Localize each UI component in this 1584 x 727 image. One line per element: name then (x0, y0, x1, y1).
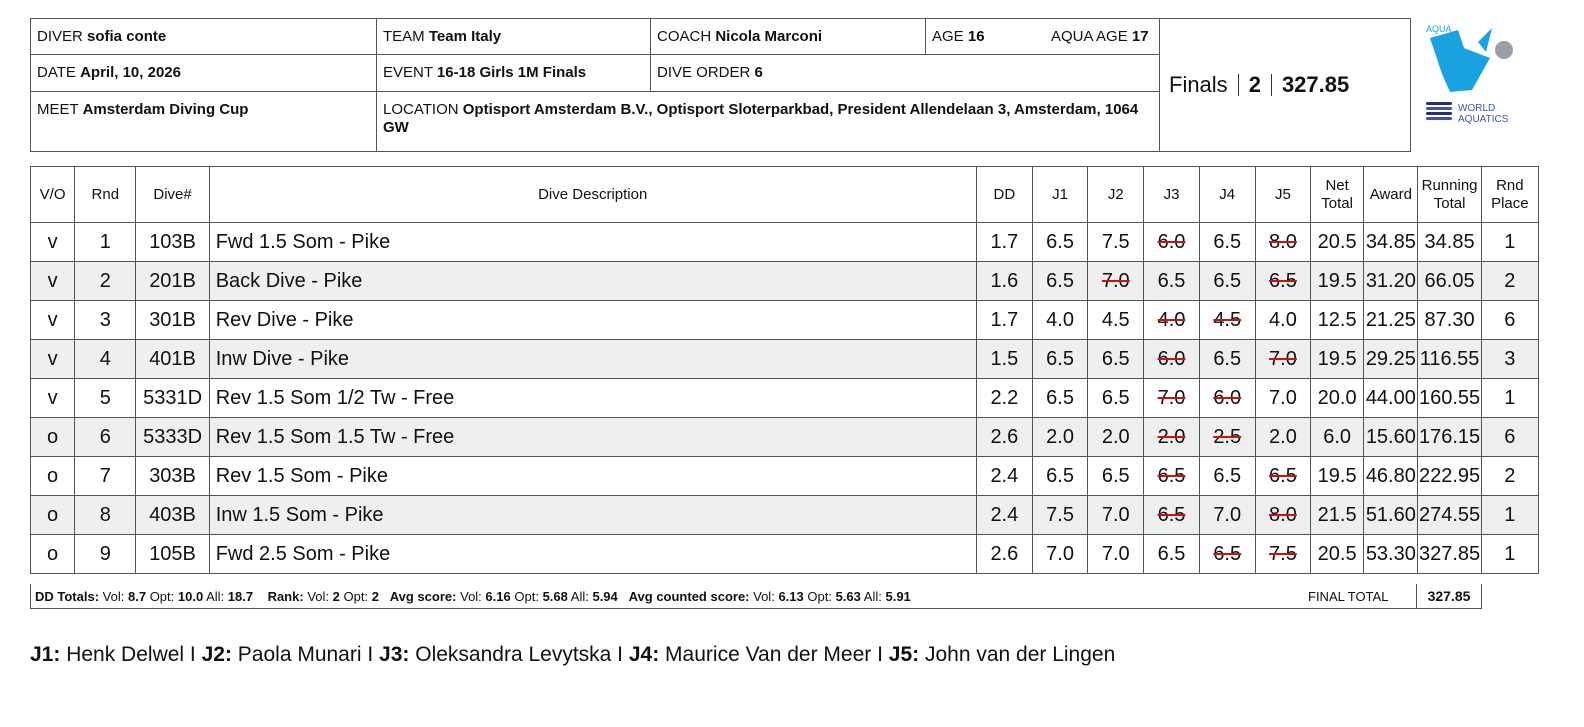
award-cell: 46.80 (1364, 457, 1418, 496)
dd-cell: 2.4 (976, 496, 1032, 535)
judge-code: J4: (628, 643, 660, 666)
diver-cell (31, 19, 377, 55)
dive-number-cell: 403B (136, 496, 209, 535)
judge-3-score-cell (1144, 418, 1199, 457)
award-cell: 34.85 (1364, 223, 1418, 262)
counted-score: 2.0 (1046, 425, 1074, 448)
judge-1-score-cell (1032, 223, 1087, 262)
location-value: Optisport Amsterdam B.V., Optisport Sloterparkbad, President Allendelaan 3, Amsterdam, 1064 GW (383, 101, 1139, 136)
logo-wave-line (1426, 112, 1452, 115)
judge-5-score-cell (1255, 418, 1310, 457)
judge-5-score-cell (1255, 223, 1310, 262)
logo-wave-line (1426, 102, 1452, 105)
finals-label: Finals (1169, 72, 1228, 97)
counted-score: 2.0 (1101, 425, 1130, 448)
coach-label: COACH (657, 28, 712, 45)
vo-cell: o (31, 457, 75, 496)
judges-list (30, 643, 1115, 667)
column-header-net-total: Net Total (1311, 167, 1364, 223)
judge-name: Paola Munari (231, 643, 362, 666)
counted-score: 6.5 (1101, 386, 1130, 409)
team-label: TEAM (383, 28, 425, 45)
award-cell: 29.25 (1364, 340, 1418, 379)
judge-separator: I (184, 643, 202, 666)
column-header-j5: J5 (1255, 167, 1310, 223)
dd-vol-label: Vol: (102, 588, 125, 604)
judge-2-score-cell (1088, 535, 1144, 574)
column-header-v-o: V/O (31, 167, 75, 223)
aqua-age-value: 17 (1131, 28, 1149, 45)
dropped-score: 6.0 (1157, 347, 1186, 370)
round-cell: 9 (75, 535, 136, 574)
column-header-j3: J3 (1144, 167, 1199, 223)
judge-name: John van der Lingen (919, 643, 1116, 666)
judge-2-score-cell (1088, 340, 1144, 379)
counted-score: 6.5 (1046, 269, 1074, 292)
running-total-cell: 66.05 (1418, 262, 1481, 301)
results-body (31, 223, 1539, 574)
meet-cell (31, 92, 377, 152)
avg-opt-value: 5.68 (542, 588, 568, 604)
counted-score: 7.0 (1213, 503, 1242, 526)
dive-number-cell: 401B (136, 340, 209, 379)
rank-opt-label: Opt: (343, 588, 369, 604)
round-place-cell: 2 (1481, 457, 1538, 496)
date-cell (31, 55, 377, 92)
judge-1-score-cell (1032, 340, 1087, 379)
counted-score: 2.0 (1269, 425, 1297, 448)
rank-vol-label: Vol: (307, 588, 329, 604)
dd-cell: 1.6 (976, 262, 1032, 301)
judge-3-score-cell (1144, 223, 1199, 262)
rank-vol-value: 2 (332, 588, 340, 604)
dive-order-label: DIVE ORDER (657, 64, 751, 81)
counted-score: 6.5 (1046, 230, 1074, 253)
counted-score: 6.5 (1046, 386, 1074, 409)
judge-2-score-cell (1088, 379, 1144, 418)
dive-number-cell: 105B (136, 535, 209, 574)
dive-number-cell: 103B (136, 223, 209, 262)
running-total-cell: 116.55 (1418, 340, 1481, 379)
diver-label: DIVER (37, 28, 83, 45)
avgc-all-value: 5.91 (885, 588, 911, 604)
diver-info-block (30, 18, 1160, 152)
dive-description-cell: Rev 1.5 Som 1/2 Tw - Free (209, 379, 976, 418)
running-total-cell: 176.15 (1418, 418, 1481, 457)
counted-score: 6.5 (1213, 347, 1242, 370)
net-total-cell: 20.5 (1311, 223, 1364, 262)
judge-2-score-cell (1088, 223, 1144, 262)
judge-2-score-cell (1088, 496, 1144, 535)
judge-3-score-cell (1144, 301, 1199, 340)
running-total-cell: 222.95 (1418, 457, 1481, 496)
judge-name: Maurice Van der Meer (659, 643, 872, 666)
round-cell: 8 (75, 496, 136, 535)
dive-description-cell: Rev 1.5 Som - Pike (209, 457, 976, 496)
column-header-award: Award (1364, 167, 1418, 223)
running-total-cell: 34.85 (1418, 223, 1481, 262)
logo-wave-line (1426, 117, 1452, 120)
judge-code: J2: (201, 643, 232, 666)
finals-divider (1238, 74, 1239, 96)
dive-number-cell: 303B (136, 457, 209, 496)
net-total-cell: 20.0 (1311, 379, 1364, 418)
team-cell (377, 19, 651, 55)
diver-name: sofia conte (87, 28, 167, 45)
judge-2-score-cell (1088, 262, 1144, 301)
round-place-cell: 1 (1481, 379, 1538, 418)
counted-score: 6.5 (1157, 542, 1186, 565)
final-total-label: FINAL TOTAL (1308, 588, 1389, 604)
totals-row (30, 584, 1482, 609)
dropped-score: 4.5 (1213, 308, 1242, 331)
counted-score: 6.5 (1157, 269, 1186, 292)
vo-cell: v (31, 262, 75, 301)
column-header-j2: J2 (1088, 167, 1144, 223)
avgc-opt-value: 5.63 (835, 588, 861, 604)
team-name: Team Italy (428, 28, 502, 45)
dive-description-cell: Fwd 1.5 Som - Pike (209, 223, 976, 262)
round-cell: 6 (75, 418, 136, 457)
counted-score: 6.5 (1213, 464, 1242, 487)
event-label: EVENT (383, 64, 433, 81)
dropped-score: 6.0 (1157, 230, 1186, 253)
dropped-score: 6.5 (1157, 503, 1186, 526)
judge-4-score-cell (1199, 379, 1255, 418)
column-header-dive-description: Dive Description (209, 167, 976, 223)
judge-2-score-cell (1088, 301, 1144, 340)
net-total-cell: 19.5 (1311, 340, 1364, 379)
age-label: AGE (932, 28, 964, 45)
judge-separator: I (611, 643, 629, 666)
dive-description-cell: Inw Dive - Pike (209, 340, 976, 379)
totals-summary (31, 589, 1308, 604)
dropped-score: 8.0 (1269, 230, 1297, 253)
counted-score: 4.5 (1101, 308, 1130, 331)
net-total-cell: 19.5 (1311, 457, 1364, 496)
avgc-vol-label: Vol: (753, 588, 775, 604)
column-header-dive-: Dive# (136, 167, 209, 223)
aqua-age-label: AQUA AGE (1051, 28, 1128, 45)
coach-name: Nicola Marconi (715, 28, 823, 45)
dd-cell: 1.5 (976, 340, 1032, 379)
dropped-score: 7.0 (1269, 347, 1297, 370)
net-total-cell: 21.5 (1311, 496, 1364, 535)
counted-score: 7.5 (1046, 503, 1074, 526)
counted-score: 7.0 (1269, 386, 1297, 409)
judge-5-score-cell (1255, 379, 1310, 418)
dropped-score: 6.5 (1213, 542, 1242, 565)
avg-opt-label: Opt: (514, 588, 539, 604)
dive-order-value: 6 (754, 64, 763, 81)
logo-head-shape (1495, 41, 1513, 59)
dd-cell: 1.7 (976, 223, 1032, 262)
counted-score: 6.5 (1046, 464, 1074, 487)
counted-score: 4.0 (1046, 308, 1074, 331)
judge-4-score-cell (1199, 535, 1255, 574)
judge-5-score-cell (1255, 496, 1310, 535)
dive-description-cell: Rev 1.5 Som 1.5 Tw - Free (209, 418, 976, 457)
judge-3-score-cell (1144, 379, 1199, 418)
judge-3-score-cell (1144, 535, 1199, 574)
dd-all-value: 18.7 (227, 588, 254, 604)
column-header-running-total: Running Total (1418, 167, 1481, 223)
round-place-cell: 6 (1481, 301, 1538, 340)
location-label: LOCATION (383, 101, 459, 118)
dive-description-cell: Fwd 2.5 Som - Pike (209, 535, 976, 574)
counted-score: 7.0 (1101, 503, 1130, 526)
dd-cell: 2.6 (976, 535, 1032, 574)
table-row (31, 418, 1539, 457)
table-row (31, 340, 1539, 379)
logo-wave-line (1426, 107, 1452, 110)
logo-arm-shape (1478, 28, 1492, 52)
running-total-cell: 327.85 (1418, 535, 1481, 574)
round-place-cell: 1 (1481, 223, 1538, 262)
judge-4-score-cell (1199, 340, 1255, 379)
column-header-dd: DD (976, 167, 1032, 223)
logo-text-world: WORLD (1458, 103, 1496, 114)
judge-5-score-cell (1255, 262, 1310, 301)
results-table (30, 166, 1539, 574)
dd-cell: 2.4 (976, 457, 1032, 496)
avgc-opt-label: Opt: (807, 588, 832, 604)
table-row (31, 379, 1539, 418)
award-cell: 21.25 (1364, 301, 1418, 340)
counted-score: 6.5 (1101, 347, 1130, 370)
vo-cell: o (31, 418, 75, 457)
judge-4-score-cell (1199, 301, 1255, 340)
counted-score: 6.5 (1046, 347, 1074, 370)
column-header-j1: J1 (1032, 167, 1087, 223)
judge-4-score-cell (1199, 223, 1255, 262)
dropped-score: 2.0 (1157, 425, 1186, 448)
location-cell (377, 92, 1160, 152)
table-row (31, 262, 1539, 301)
dd-opt-value: 10.0 (177, 588, 204, 604)
award-cell: 44.00 (1364, 379, 1418, 418)
judge-1-score-cell (1032, 379, 1087, 418)
dropped-score: 4.0 (1157, 308, 1186, 331)
vo-cell: o (31, 496, 75, 535)
event-value: 16-18 Girls 1M Finals (436, 64, 587, 81)
net-total-cell: 12.5 (1311, 301, 1364, 340)
round-cell: 4 (75, 340, 136, 379)
avgc-vol-value: 6.13 (778, 588, 804, 604)
round-cell: 1 (75, 223, 136, 262)
net-total-cell: 6.0 (1311, 418, 1364, 457)
event-cell (377, 55, 651, 92)
net-total-cell: 19.5 (1311, 262, 1364, 301)
dropped-score: 6.5 (1269, 464, 1297, 487)
vo-cell: v (31, 379, 75, 418)
vo-cell: v (31, 223, 75, 262)
vo-cell: o (31, 535, 75, 574)
judge-5-score-cell (1255, 340, 1310, 379)
avg-vol-value: 6.16 (485, 588, 511, 604)
dropped-score: 7.5 (1269, 542, 1297, 565)
dd-cell: 2.2 (976, 379, 1032, 418)
dd-cell: 2.6 (976, 418, 1032, 457)
counted-score: 6.5 (1213, 230, 1242, 253)
column-header-rnd-place: Rnd Place (1481, 167, 1538, 223)
finals-score: 327.85 (1281, 72, 1350, 97)
dropped-score: 7.0 (1157, 386, 1186, 409)
running-total-cell: 87.30 (1418, 301, 1481, 340)
judge-2-score-cell (1088, 418, 1144, 457)
counted-score: 6.5 (1101, 464, 1130, 487)
judge-2-score-cell (1088, 457, 1144, 496)
dropped-score: 2.5 (1213, 425, 1242, 448)
column-header-rnd: Rnd (75, 167, 136, 223)
avg-all-value: 5.94 (592, 588, 618, 604)
dd-totals-label: DD Totals: (35, 588, 100, 604)
round-place-cell: 1 (1481, 535, 1538, 574)
net-total-cell: 20.5 (1311, 535, 1364, 574)
dd-all-label: All: (206, 588, 225, 604)
running-total-cell: 274.55 (1418, 496, 1481, 535)
avg-vol-label: Vol: (460, 588, 482, 604)
meet-label: MEET (37, 101, 79, 118)
judge-1-score-cell (1032, 535, 1087, 574)
dive-number-cell: 201B (136, 262, 209, 301)
judge-1-score-cell (1032, 496, 1087, 535)
final-total-value: 327.85 (1416, 584, 1481, 609)
judge-3-score-cell (1144, 457, 1199, 496)
dive-number-cell: 5333D (136, 418, 209, 457)
table-row (31, 457, 1539, 496)
round-place-cell: 3 (1481, 340, 1538, 379)
dive-description-cell: Inw 1.5 Som - Pike (209, 496, 976, 535)
counted-score: 7.5 (1101, 230, 1130, 253)
judge-4-score-cell (1199, 262, 1255, 301)
rank-label: Rank: (267, 588, 304, 604)
avg-counted-label: Avg counted score: (628, 588, 750, 604)
judge-5-score-cell (1255, 535, 1310, 574)
dive-number-cell: 301B (136, 301, 209, 340)
dd-vol-value: 8.7 (127, 588, 147, 604)
age-value: 16 (967, 28, 985, 45)
judge-3-score-cell (1144, 496, 1199, 535)
judge-3-score-cell (1144, 262, 1199, 301)
avg-score-label: Avg score: (389, 588, 457, 604)
vo-cell: v (31, 301, 75, 340)
round-cell: 7 (75, 457, 136, 496)
judge-4-score-cell (1199, 418, 1255, 457)
dive-description-cell: Rev Dive - Pike (209, 301, 976, 340)
judge-separator: I (871, 643, 889, 666)
judge-1-score-cell (1032, 262, 1087, 301)
dive-description-cell: Back Dive - Pike (209, 262, 976, 301)
dd-cell: 1.7 (976, 301, 1032, 340)
round-cell: 2 (75, 262, 136, 301)
judge-1-score-cell (1032, 418, 1087, 457)
judge-name: Henk Delwel (60, 643, 185, 666)
rank-opt-value: 2 (371, 588, 379, 604)
finals-summary (1159, 18, 1411, 152)
dive-order-cell (651, 55, 1160, 92)
column-header-j4: J4 (1199, 167, 1255, 223)
table-row (31, 535, 1539, 574)
dive-number-cell: 5331D (136, 379, 209, 418)
logo-text-aquatics: AQUATICS (1458, 114, 1509, 125)
round-place-cell: 1 (1481, 496, 1538, 535)
judge-code: J1: (30, 643, 61, 666)
round-place-cell: 6 (1481, 418, 1538, 457)
judge-5-score-cell (1255, 301, 1310, 340)
judge-4-score-cell (1199, 457, 1255, 496)
award-cell: 53.30 (1364, 535, 1418, 574)
counted-score: 6.5 (1213, 269, 1242, 292)
world-aquatics-logo-icon (1420, 18, 1540, 128)
counted-score: 7.0 (1046, 542, 1074, 565)
vo-cell: v (31, 340, 75, 379)
finals-place: 2 (1248, 72, 1261, 97)
judge-3-score-cell (1144, 340, 1199, 379)
dropped-score: 6.5 (1269, 269, 1297, 292)
judge-code: J3: (379, 643, 410, 666)
round-cell: 5 (75, 379, 136, 418)
judge-1-score-cell (1032, 457, 1087, 496)
judge-1-score-cell (1032, 301, 1087, 340)
date-value: April, 10, 2026 (80, 64, 181, 81)
dropped-score: 6.5 (1157, 464, 1186, 487)
table-row (31, 496, 1539, 535)
dropped-score: 7.0 (1101, 269, 1130, 292)
coach-cell (651, 19, 926, 55)
judge-code: J5: (888, 643, 920, 666)
age-cell (926, 19, 1160, 55)
counted-score: 7.0 (1101, 542, 1130, 565)
running-total-cell: 160.55 (1418, 379, 1481, 418)
meet-value: Amsterdam Diving Cup (82, 101, 249, 118)
avg-all-label: All: (570, 588, 589, 604)
round-cell: 3 (75, 301, 136, 340)
award-cell: 51.60 (1364, 496, 1418, 535)
dropped-score: 8.0 (1269, 503, 1297, 526)
award-cell: 31.20 (1364, 262, 1418, 301)
table-row (31, 223, 1539, 262)
avgc-all-label: All: (863, 588, 882, 604)
counted-score: 4.0 (1269, 308, 1297, 331)
round-place-cell: 2 (1481, 262, 1538, 301)
logo-top-text: AQUA (1426, 24, 1452, 34)
finals-divider (1271, 74, 1272, 96)
judge-5-score-cell (1255, 457, 1310, 496)
judge-name: Oleksandra Levytska (409, 643, 612, 666)
table-row (31, 301, 1539, 340)
table-header-row (31, 167, 1539, 223)
judge-4-score-cell (1199, 496, 1255, 535)
judge-separator: I (361, 643, 380, 666)
dropped-score: 6.0 (1213, 386, 1242, 409)
award-cell: 15.60 (1364, 418, 1418, 457)
dd-opt-label: Opt: (149, 588, 175, 604)
date-label: DATE (37, 64, 76, 81)
